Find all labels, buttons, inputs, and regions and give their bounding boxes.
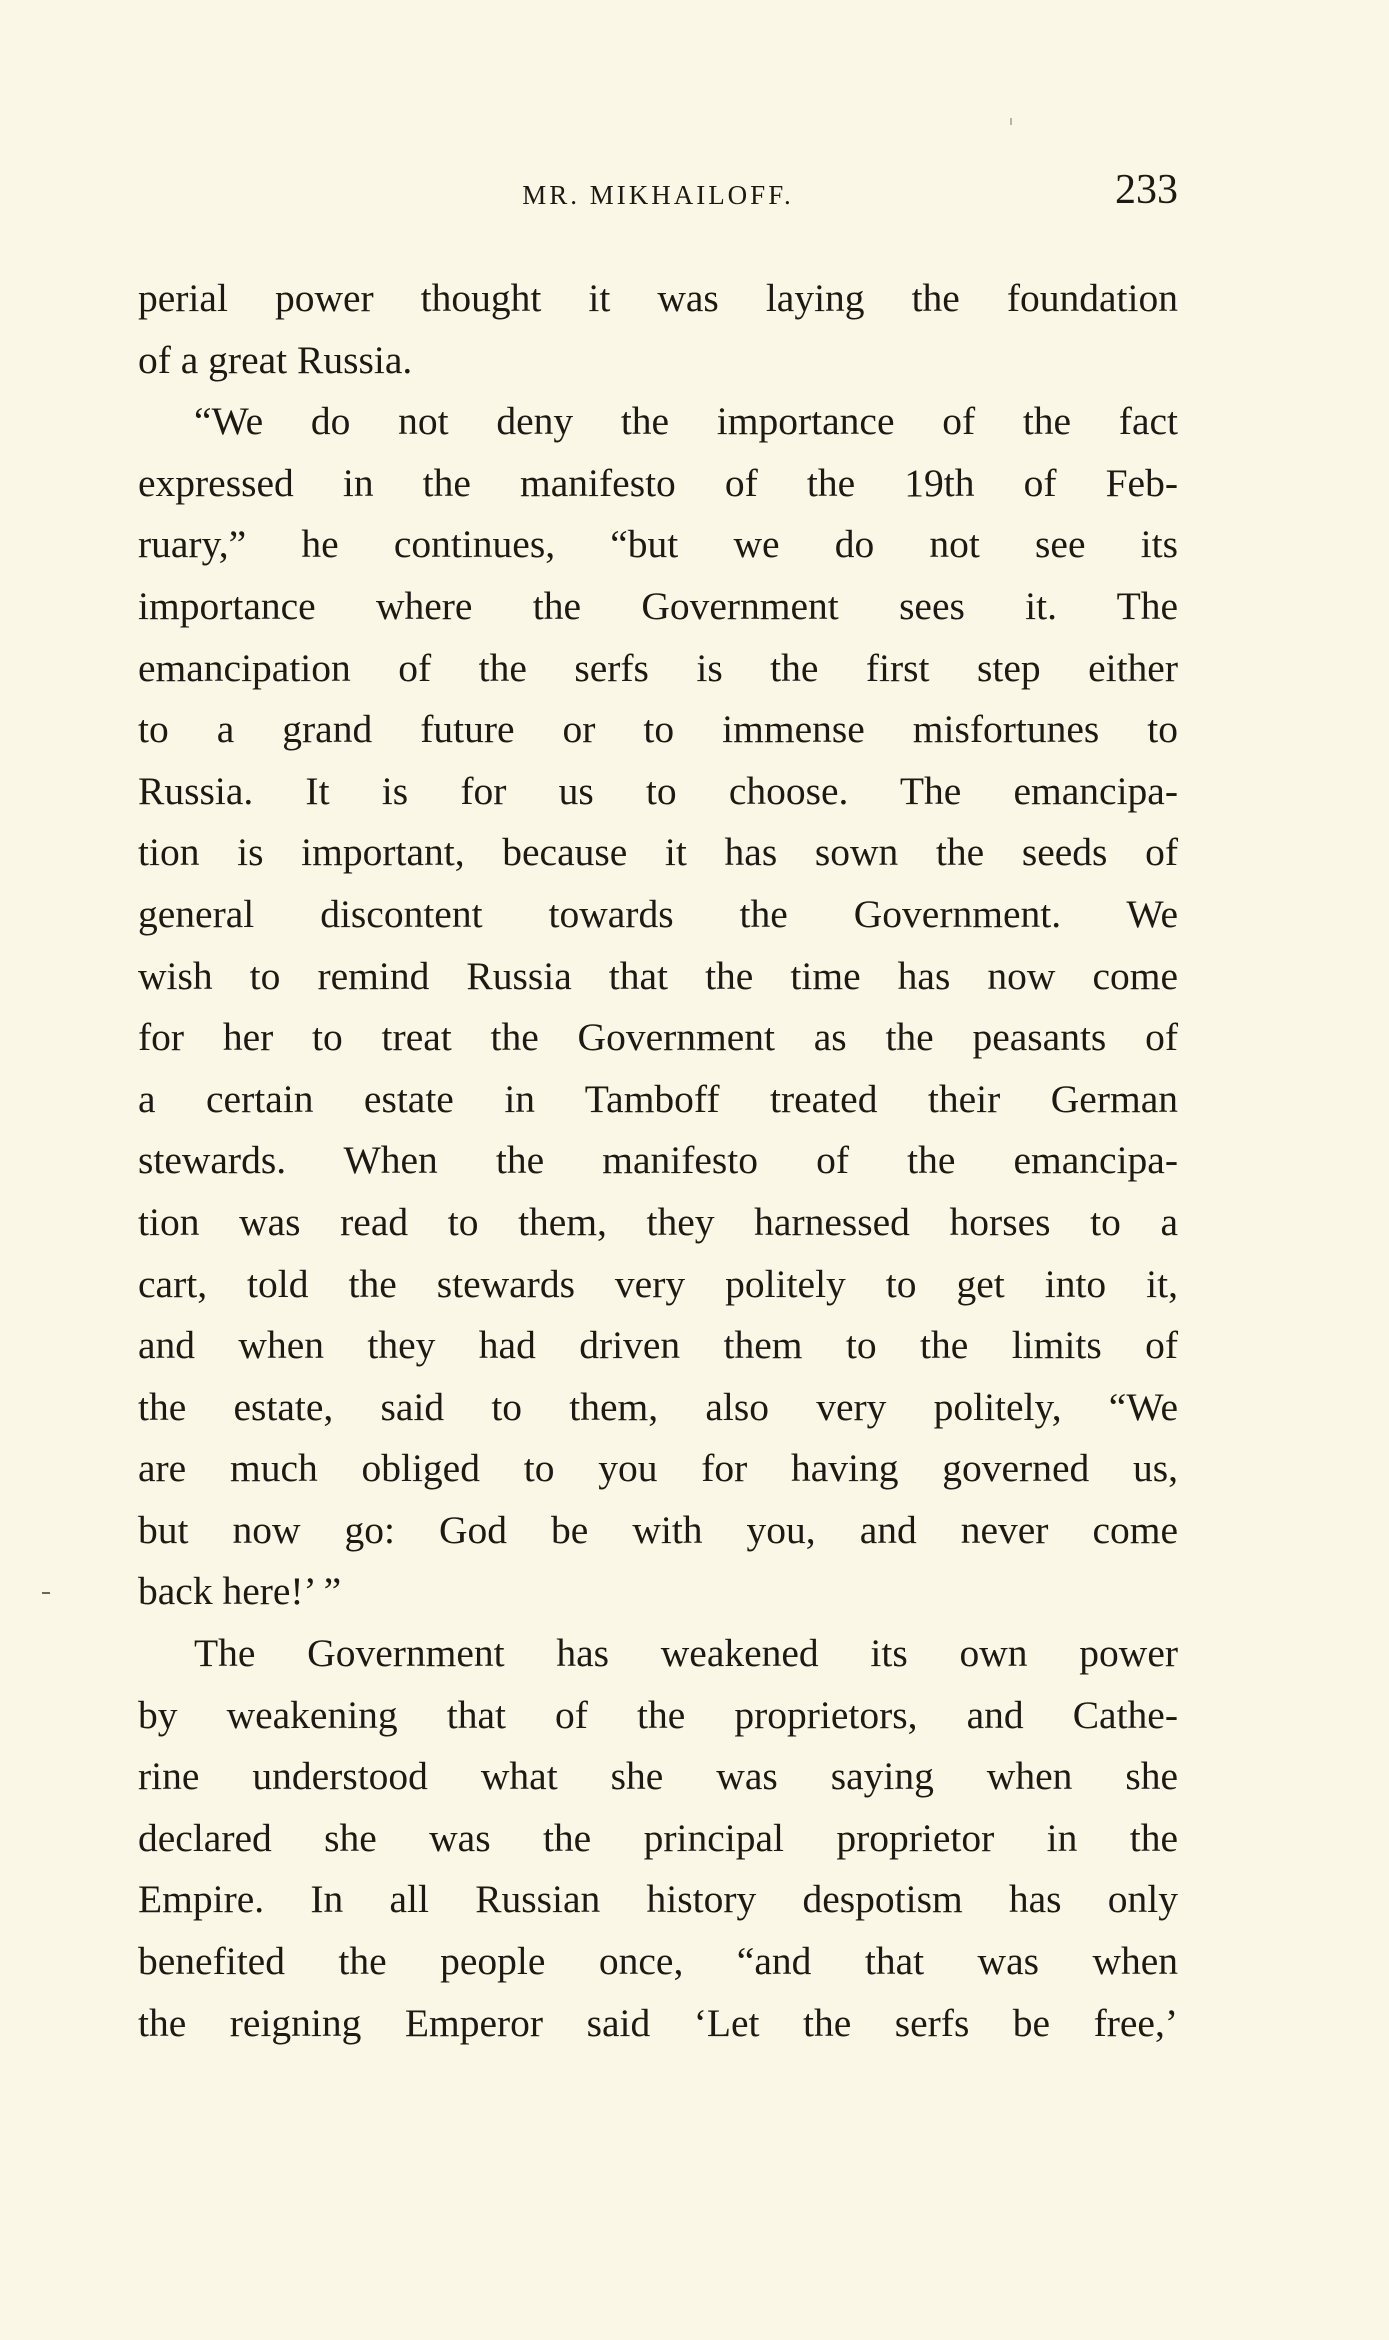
text-line: back here!’ ” xyxy=(138,1569,342,1614)
text-line: expressed in the manifesto of the 19th of Feb- xyxy=(138,460,1178,505)
text-line: the estate, said to them, also very politely, “We xyxy=(138,1384,1178,1429)
text-line: Russia. It is for us to choose. The emancipa- xyxy=(138,768,1178,813)
text-line: wish to remind Russia that the time has now come xyxy=(138,953,1178,998)
text-line: stewards. When the manifesto of the emancipa- xyxy=(138,1138,1178,1183)
text-line: importance where the Government sees it. The xyxy=(138,583,1178,628)
text-line: declared she was the principal proprietor in the xyxy=(138,1815,1178,1860)
text-line: emancipation of the serfs is the first step either xyxy=(138,645,1178,690)
text-line: for her to treat the Government as the peasants of xyxy=(138,1015,1178,1060)
text-line: tion was read to them, they harnessed horses to a xyxy=(138,1199,1178,1244)
text-line: of a great Russia. xyxy=(138,337,413,382)
running-title: MR. MIKHAILOFF. xyxy=(522,180,794,210)
margin-mark xyxy=(42,1592,50,1594)
text-line: but now go: God be with you, and never come xyxy=(138,1507,1178,1552)
text-line: rine understood what she was saying when she xyxy=(138,1754,1178,1799)
text-line: and when they had driven them to the limits of xyxy=(138,1323,1178,1368)
text-line: are much obliged to you for having governed us, xyxy=(138,1446,1178,1491)
running-head xyxy=(138,160,1178,220)
text-line: cart, told the stewards very politely to get into it, xyxy=(138,1261,1178,1306)
text-line: to a grand future or to immense misfortunes to xyxy=(138,707,1178,752)
text-line: “We do not deny the importance of the fact xyxy=(194,399,1178,444)
text-line: benefited the people once, “and that was when xyxy=(138,1939,1178,1984)
text-line: a certain estate in Tamboff treated their German xyxy=(138,1076,1178,1121)
page-number: 233 xyxy=(1115,167,1178,213)
text-line: perial power thought it was laying the foundation xyxy=(138,276,1178,320)
text-line: ruary,” he continues, “but we do not see its xyxy=(138,522,1178,567)
paper-speck xyxy=(1010,118,1012,125)
text-line: general discontent towards the Government. We xyxy=(138,891,1178,936)
text-line: Empire. In all Russian history despotism has only xyxy=(138,1877,1178,1922)
text-line: tion is important, because it has sown the seeds of xyxy=(138,830,1178,875)
text-line: by weakening that of the proprietors, and Cathe- xyxy=(138,1692,1178,1737)
text-line: The Government has weakened its own power xyxy=(194,1631,1178,1676)
text-line: the reigning Emperor said ‘Let the serfs be free,’ xyxy=(138,2000,1178,2045)
body-text xyxy=(138,268,1178,2054)
